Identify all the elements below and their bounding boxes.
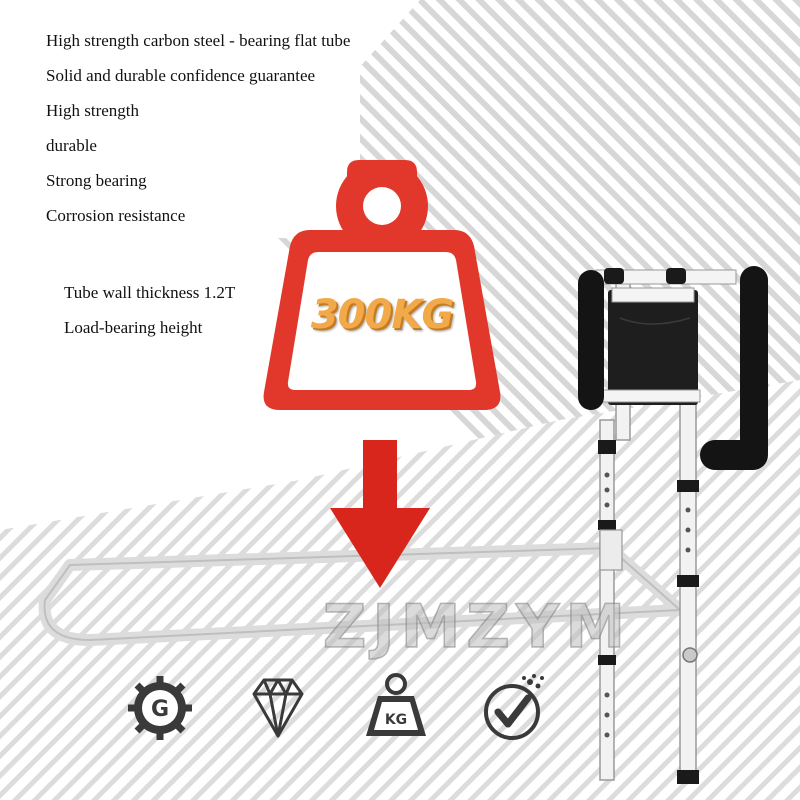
feature-line-3: High strength [46,101,140,120]
feature-line-5: Strong bearing [46,171,147,190]
weight-graphic [262,160,502,420]
down-arrow-icon [330,440,430,590]
spec-line-height: Load-bearing height [64,318,203,337]
check-shield-icon [476,670,552,746]
feature-line-2: Solid and durable confidence guarantee [46,66,316,85]
g-gear-label: G [150,697,170,722]
load-capacity-label: 300KG [310,292,454,338]
kg-weight-label: KG [384,712,408,728]
g-gear-icon [122,670,198,746]
spec-line-thickness: Tube wall thickness 1.2T [64,283,236,302]
feature-icon-row [122,670,562,750]
feature-line-4: durable [46,136,97,155]
brand-watermark: ZJMZYM [322,592,632,662]
diamond-icon [240,670,316,746]
feature-line-6: Corrosion resistance [46,206,186,225]
kg-weight-icon [358,670,434,746]
feature-line-1: High strength carbon steel - bearing flat tube [46,31,351,50]
